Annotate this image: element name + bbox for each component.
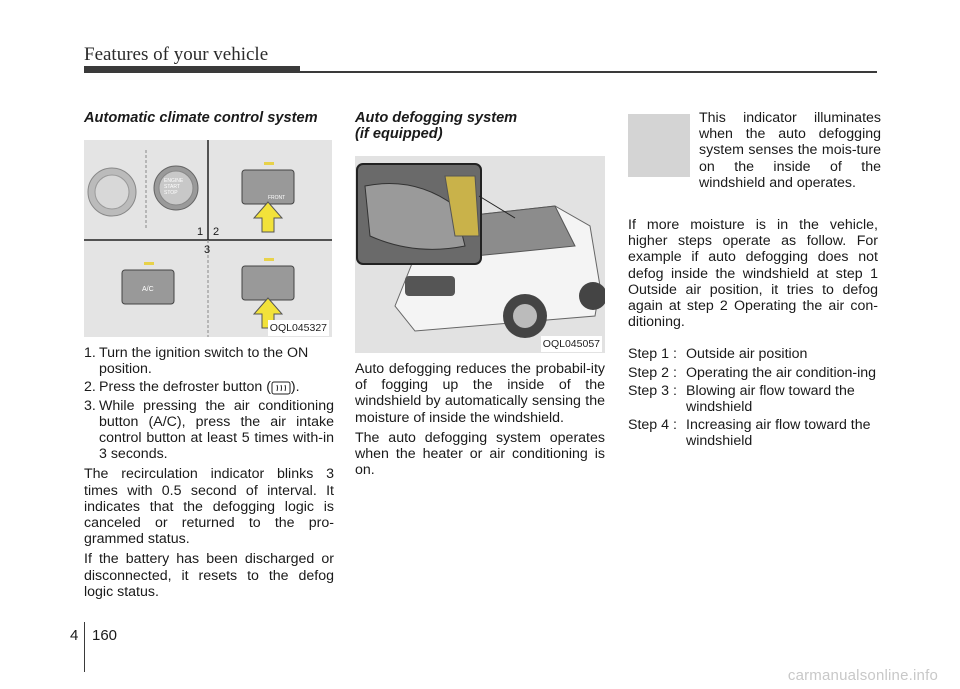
list-item: Step 1 : Outside air position [628, 346, 808, 363]
chapter-number: 4 [70, 627, 79, 644]
list-item: 1. Turn the ignition switch to the ON position. [84, 345, 309, 378]
engine-start-stop-label: ENGINE START STOP [164, 178, 184, 196]
figure-climate-buttons [84, 140, 332, 337]
auto-defog-indicator-icon [628, 114, 690, 177]
column-climate-control [84, 110, 334, 600]
footer-divider [84, 622, 85, 672]
battery-paragraph: If the battery has been discharged or disconnected, it resets to the defog logic status. [84, 551, 334, 600]
defog-steps-list [628, 346, 878, 449]
column-auto-defog [355, 110, 605, 478]
list-item: 3. While pressing the air conditioning button (A/C), press the air intake control button at least 5 times with-in 3 seconds. [84, 397, 334, 463]
watermark: carmanualsonline.info [787, 667, 938, 684]
recirculation-paragraph: The recirculation indicator blinks 3 times with 0.5 second of interval. It indicates that the defogging logic is canceled or returned to the pro-grammed status. [84, 466, 334, 548]
figure-caption: OQL045327 [268, 320, 329, 336]
defog-paragraph-2: The auto defogging system operates when the heater or air conditioning is on. [355, 429, 605, 479]
figure-label-1: 1 [197, 226, 204, 238]
front-button-label: FRONT [268, 195, 286, 201]
ac-button-label: A/C [142, 286, 154, 293]
figure-caption: OQL045057 [541, 336, 602, 352]
vehicle-illustration [355, 156, 605, 353]
header-title: Features of your vehicle [84, 44, 269, 65]
list-item: Step 4 : Increasing air flow toward the windshield [628, 417, 871, 450]
figure-vehicle [355, 156, 605, 353]
list-item: 2. Press the defroster button ( ). [84, 379, 300, 396]
page-number: 160 [92, 627, 118, 644]
header-rule [84, 71, 877, 73]
moisture-paragraph: If more moisture is in the vehicle, higher steps operate as follow. For example if auto defogging does not defog inside the windshield at step 1 Outside air position, it tries to defog again at step 2 Operating the air con-ditioning. [628, 217, 878, 331]
defog-paragraph-1: Auto defogging reduces the probabil-ity of fogging up the inside of the windshield by automatically sensing the moisture of inside the windshield. [355, 361, 605, 426]
defroster-icon [271, 381, 291, 395]
indicator-description: This indicator illuminates when the auto defogging system senses the mois-ture on the inside of the windshield and operates. [699, 110, 881, 191]
section-title-defog: Auto defogging system (if equipped) [355, 110, 518, 142]
climate-steps-list [84, 345, 334, 462]
climate-buttons-illustration [84, 140, 332, 337]
list-item: Step 3 : Blowing air flow toward the windshield [628, 382, 855, 416]
figure-label-3: 3 [204, 244, 211, 256]
list-item: Step 2 : Operating the air condition-ing [628, 364, 877, 381]
figure-label-2: 2 [213, 226, 220, 238]
column-defog-indicator [628, 110, 881, 452]
section-title-climate: Automatic climate control system [84, 110, 318, 126]
